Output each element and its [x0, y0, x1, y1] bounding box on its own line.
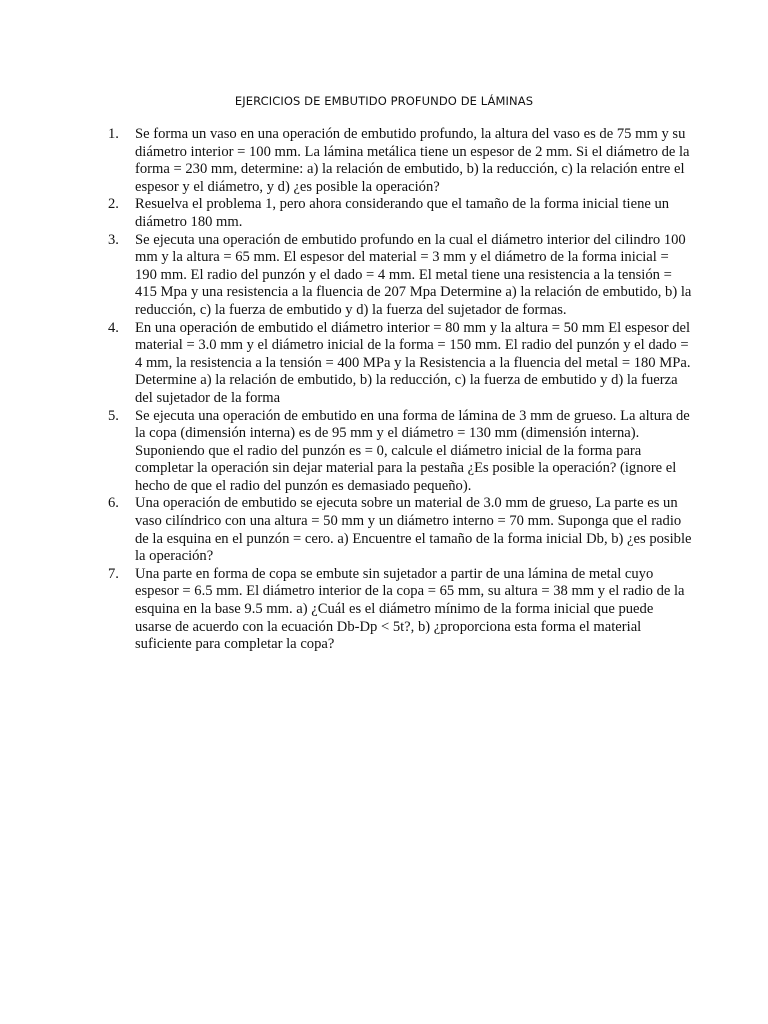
exercise-text: En una operación de embutido el diámetro interior = 80 mm y la altura = 50 mm El espesor del material = 3.0 mm y el diámetro inicial de la forma = 150 mm. El radio del punzón y el dado = 4 mm, la resistencia a la tensión = 400 MPa y la Resistencia a la fluencia del metal = 180 MPa. Determine a) la relación de embutido, b) la reducción, c) la fuerza de embutido y d) la fuerza del sujetador de la forma — [135, 319, 691, 406]
exercise-item-6 — [108, 495, 692, 565]
exercise-text: Una parte en forma de copa se embute sin sujetador a partir de una lámina de metal cuyo espesor = 6.5 mm. El diámetro interior de la copa = 65 mm, su altura = 38 mm y el radio de la esquina en la base 9.5 mm. a) ¿Cuál es el diámetro mínimo de la forma inicial que puede usarse de acuerdo con la ecuación Db-Dp < 5t?, b) ¿proporciona esta forma el material suficiente para completar la copa? — [135, 565, 685, 653]
exercise-item-4 — [108, 320, 692, 408]
exercise-list — [108, 126, 692, 654]
exercise-item-5 — [108, 408, 692, 496]
exercise-text: Una operación de embutido se ejecuta sobre un material de 3.0 mm de grueso, La parte es un vaso cilíndrico con una altura = 50 mm y un diámetro interno = 70 mm. Suponga que el radio de la esquina en el punzón = cero. a) Encuentre el tamaño de la forma inicial Db, b) ¿es posible la operación? — [135, 495, 692, 565]
exercise-number: 6. — [108, 495, 119, 512]
exercise-number: 3. — [108, 231, 119, 248]
exercise-number: 4. — [108, 319, 119, 336]
exercise-number: 2. — [108, 196, 119, 213]
exercise-text: Se ejecuta una operación de embutido en una forma de lámina de 3 mm de grueso. La altura de la copa (dimensión interna) es de 95 mm y el diámetro = 130 mm (dimensión interna). Suponiendo que el radio del punzón es = 0, calcule el diámetro inicial de la forma para completar la operación sin dejar material para la pestaña ¿Es posible la operación? (ignore el hecho de que el radio del punzón es demasiado pequeño). — [135, 407, 690, 494]
exercise-item-1 — [108, 126, 692, 196]
document-title: EJERCICIOS DE EMBUTIDO PROFUNDO DE LÁMINAS — [234, 94, 534, 108]
exercise-item-7 — [108, 566, 692, 654]
exercise-number: 5. — [108, 407, 119, 424]
exercise-text: Se ejecuta una operación de embutido profundo en la cual el diámetro interior del cilindro 100 mm y la altura = 65 mm. El espesor del material = 3 mm y el diámetro de la forma inicial = 190 mm. El radio del punzón y el dado = 4 mm. El metal tiene una resistencia a la tensión = 415 Mpa y una resistencia a la fluencia de 207 Mpa Determine a) la relación de embutido, b) la reducción, c) la fuerza de embutido y d) la fuerza del sujetador de formas. — [135, 231, 692, 318]
exercise-text: Resuelva el problema 1, pero ahora considerando que el tamaño de la forma inicial tiene un diámetro 180 mm. — [135, 196, 670, 230]
exercise-number: 7. — [108, 565, 119, 582]
exercise-number: 1. — [108, 126, 119, 142]
exercise-item-2 — [108, 196, 692, 231]
exercise-text: Se forma un vaso en una operación de embutido profundo, la altura del vaso es de 75 mm y su diámetro interior = 100 mm. La lámina metálica tiene un espesor de 2 mm. Si el diámetro de la forma = 230 mm, determine: a) la relación de embutido, b) la reducción, c) la relación entre el espesor y el diámetro, y d) ¿es posible la operación? — [135, 126, 690, 195]
exercise-item-3 — [108, 232, 692, 320]
